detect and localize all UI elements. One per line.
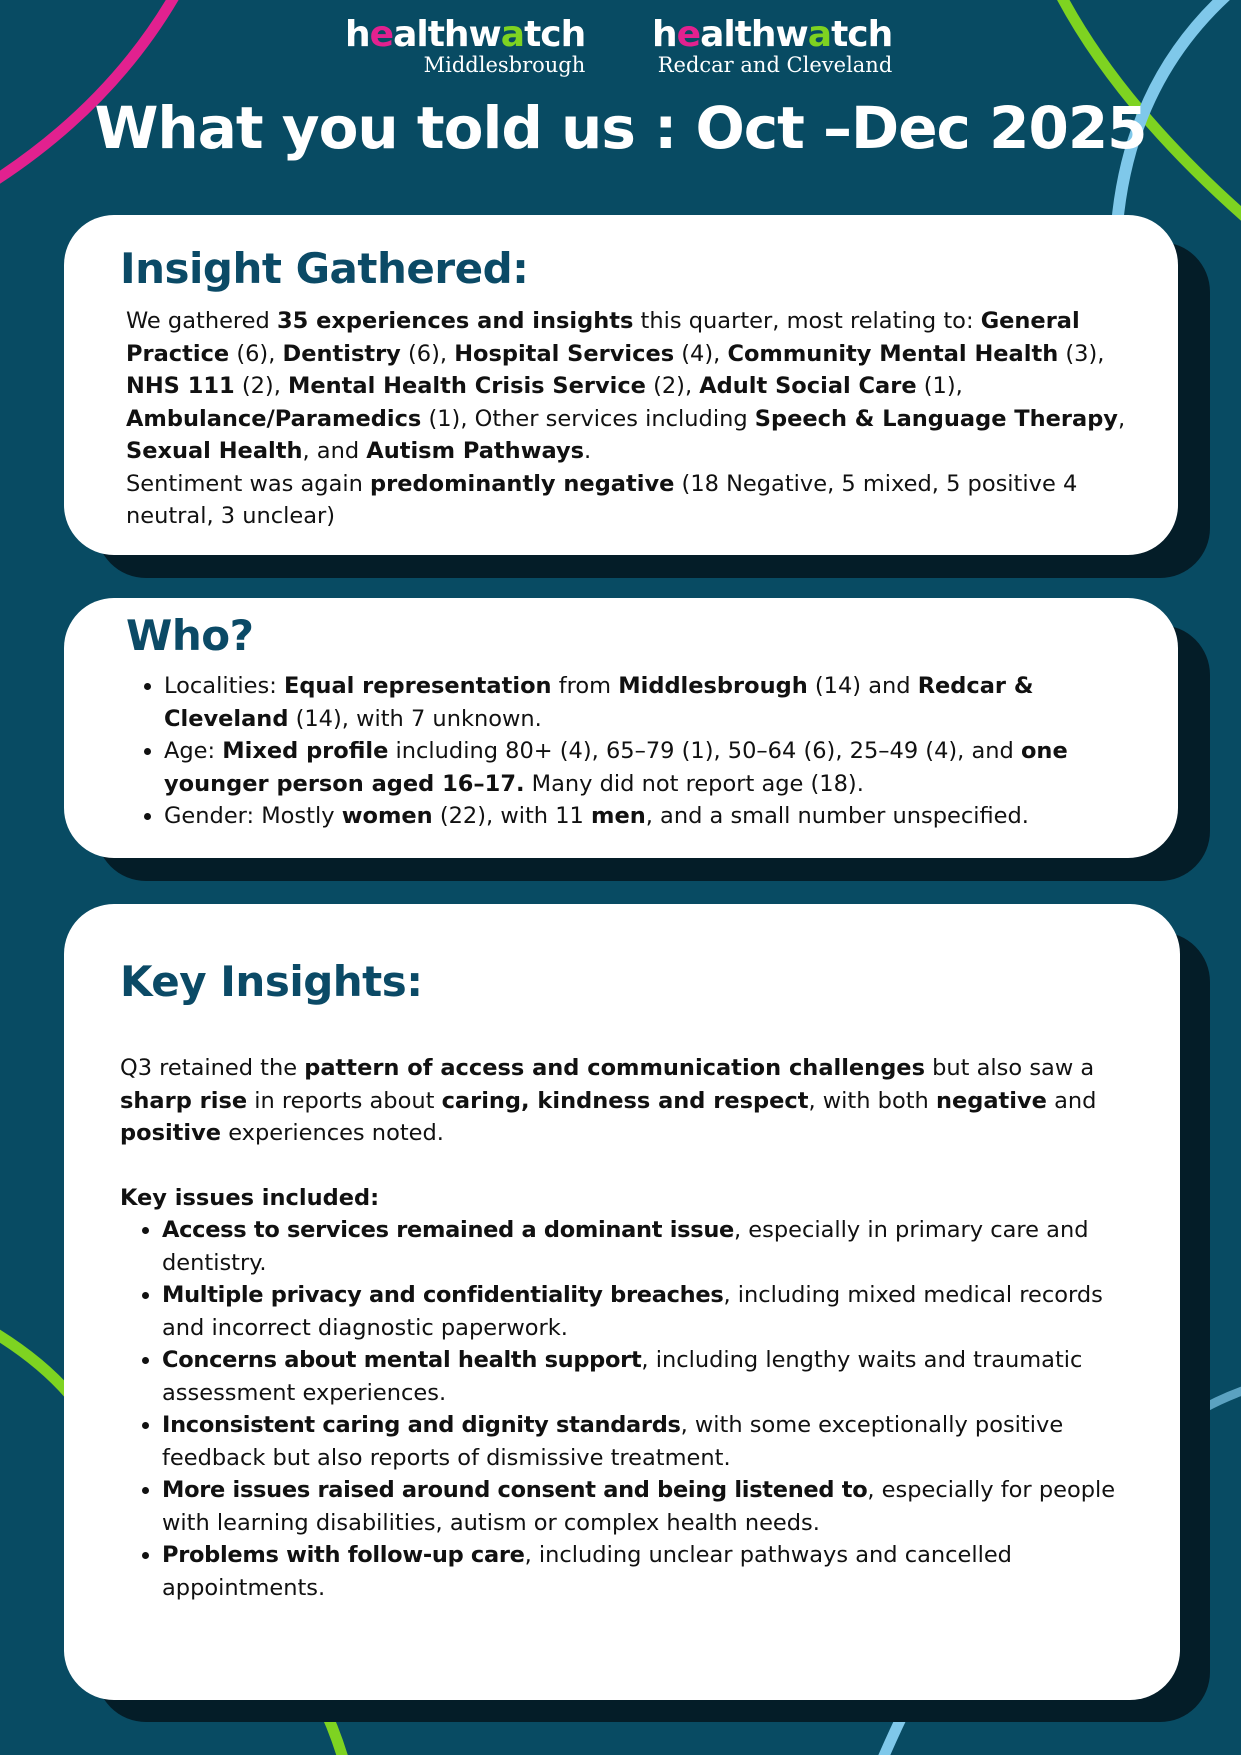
list-item: • Concerns about mental health support, including lengthy waits and traumatic assessment experiences. <box>162 1344 1140 1409</box>
key-issues-heading: Key issues included: <box>120 1184 380 1211</box>
insight-gathered-card <box>64 215 1178 555</box>
key-insights-intro: Q3 retained the pattern of access and communication challenges but also saw a sharp rise in reports about caring, kindness and respect, with both negative and positive experiences noted. <box>120 1055 1097 1146</box>
list-item: • More issues raised around consent and being listened to, especially for people with learning disabilities, autism or complex health needs. <box>162 1474 1140 1539</box>
insight-summary: We gathered 35 experiences and insights this quarter, most relating to: General Practice (6), Dentistry (6), Hospital Services (4), Community Mental Health (3), NHS 111 (2), Mental Health Crisis Service (2), Adult Social Care (1), Ambulance/Paramedics (1), Other services including Speech & Language Therapy, Sexual Health, and Autism Pathways. Sentiment was again predominantly negative (18 Negative, 5 mixed, 5 positive 4 neutral, 3 unclear) <box>126 308 1126 529</box>
who-heading: Who? <box>126 611 254 660</box>
key-insights-heading: Key Insights: <box>120 957 423 1006</box>
list-item: • Multiple privacy and confidentiality breaches, including mixed medical records and incorrect diagnostic paperwork. <box>162 1279 1140 1344</box>
healthwatch-middlesbrough-logo: healthwatch Middlesbrough <box>345 14 586 77</box>
who-card <box>64 598 1178 858</box>
who-list <box>126 670 1138 833</box>
page-title: What you told us : Oct –Dec 2025 <box>94 94 1147 162</box>
key-insights-card <box>64 904 1180 1700</box>
insight-heading: Insight Gathered: <box>120 244 529 293</box>
healthwatch-redcar-logo: healthwatch Redcar and Cleveland <box>652 14 893 77</box>
logo-subtitle: Redcar and Cleveland <box>657 53 893 77</box>
list-item: • Gender: Mostly women (22), with 11 men, and a small number unspecified. <box>164 800 1138 833</box>
sentiment-line: Sentiment was again predominantly negative (18 Negative, 5 mixed, 5 positive 4 neutral, 3 unclear) <box>126 470 1078 529</box>
list-item: • Localities: Equal representation from Middlesbrough (14) and Redcar & Cleveland (14), with 7 unknown. <box>164 670 1138 735</box>
logo-subtitle: Middlesbrough <box>423 53 586 77</box>
list-item: • Problems with follow-up care, including unclear pathways and cancelled appointments. <box>162 1539 1140 1604</box>
key-issues-list <box>120 1214 1140 1604</box>
list-item: • Access to services remained a dominant issue, especially in primary care and dentistry. <box>162 1214 1140 1279</box>
list-item: • Inconsistent caring and dignity standards, with some exceptionally positive feedback but also reports of dismissive treatment. <box>162 1409 1140 1474</box>
list-item: • Age: Mixed profile including 80+ (4), 65–79 (1), 50–64 (6), 25–49 (4), and one younger person aged 16–17. Many did not report age (18). <box>164 735 1138 800</box>
